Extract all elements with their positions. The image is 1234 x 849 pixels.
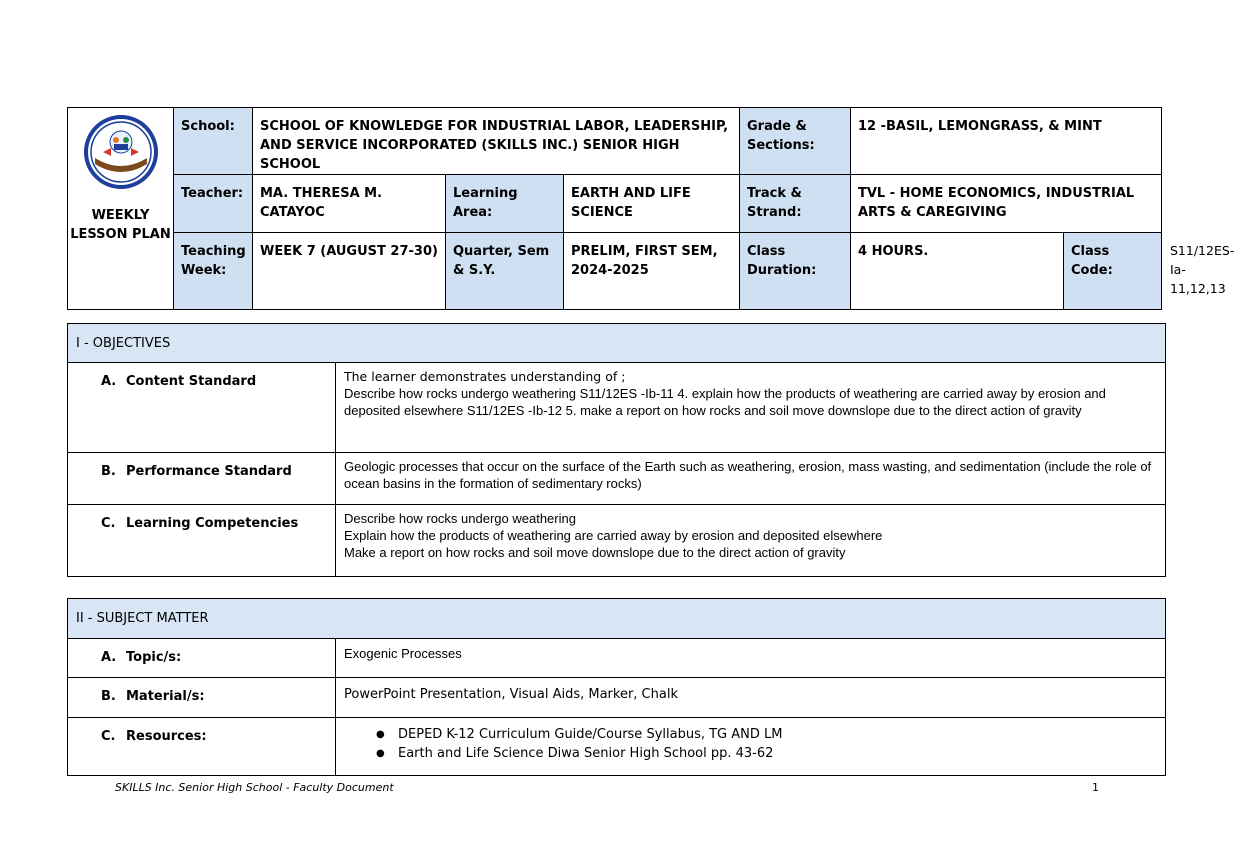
grade-label: Grade & Sections: <box>740 108 851 175</box>
track-value: TVL - HOME ECONOMICS, INDUSTRIAL ARTS & CAREGIVING <box>851 175 1162 233</box>
track-label: Track & Strand: <box>740 175 851 233</box>
performance-standard-value: Geologic processes that occur on the surface of the Earth such as weathering, erosion, mass wasting, and sedimentation (include the role of ocean basins in the formation of sedimentary rocks) <box>336 453 1166 505</box>
quarter-label: Quarter, Sem & S.Y. <box>446 233 564 310</box>
performance-standard-label <box>68 453 336 505</box>
resources-list <box>344 725 1157 763</box>
topic-label <box>68 639 336 678</box>
content-standard-letter: A. <box>101 374 117 389</box>
class-duration-value: 4 HOURS. <box>851 233 1064 310</box>
materials-value: PowerPoint Presentation, Visual Aids, Marker, Chalk <box>336 678 1166 718</box>
grade-value: 12 -BASIL, LEMONGRASS, & MINT <box>851 108 1162 175</box>
weekly-lesson-plan-label: WEEKLY LESSON PLAN <box>70 208 171 242</box>
learning-area-label: Learning Area: <box>446 175 564 233</box>
footer-text: SKILLS Inc. Senior High School - Faculty Document <box>115 781 394 794</box>
performance-standard-text: Performance Standard <box>126 464 292 479</box>
learning-competencies-letter: C. <box>101 516 116 531</box>
teaching-week-value: WEEK 7 (AUGUST 27-30) <box>253 233 446 310</box>
learning-competencies-label <box>68 505 336 577</box>
school-seal-icon <box>81 112 161 192</box>
school-value: SCHOOL OF KNOWLEDGE FOR INDUSTRIAL LABOR, LEADERSHIP, AND SERVICE INCORPORATED (SKILLS INC.) SENIOR HIGH SCHOOL <box>253 108 740 175</box>
objectives-title: I - OBJECTIVES <box>68 324 1166 363</box>
content-standard-lead: The learner demonstrates understanding of ; <box>344 369 626 384</box>
competency-line: Make a report on how rocks and soil move downslope due to the direct action of gravity <box>344 545 846 560</box>
topic-letter: A. <box>101 650 117 665</box>
topic-text: Topic/s: <box>126 650 182 665</box>
materials-letter: B. <box>101 689 116 704</box>
teacher-value: MA. THERESA M. CATAYOC <box>253 175 446 233</box>
header-table: WEEKLY LESSON PLAN School: SCHOOL OF KNOWLEDGE FOR INDUSTRIAL LABOR, LEADERSHIP, AND SERVICE INCORPORATED (SKILLS INC.) SENIOR HIGH SCHOOL Grade & Sections: 12 -BASIL, LEMONGRASS, & MINT Teacher: MA. THERESA M. CATAYOC Learning Area: EARTH AND LIFE SCIENCE Track & Strand: TVL - HOME ECONOMICS, INDUSTRIAL ARTS & CAREGIVING Teaching Week: WEEK 7 (AUGUST 27-30) Quarter, Sem & S.Y. PRELIM, FIRST SEM, 2024-2025 Class Duration: 4 HOURS. Class Code: S11/12ES-Ia-11,12,13 <box>67 107 1162 310</box>
class-duration-label: Class Duration: <box>740 233 851 310</box>
teacher-label: Teacher: <box>174 175 253 233</box>
subject-matter-title: II - SUBJECT MATTER <box>68 599 1166 639</box>
resources-text: Resources: <box>126 729 207 744</box>
subject-matter-table <box>67 598 1166 776</box>
materials-label <box>68 678 336 718</box>
performance-standard-letter: B. <box>101 464 116 479</box>
learning-area-value: EARTH AND LIFE SCIENCE <box>564 175 740 233</box>
class-code-label: Class Code: <box>1064 233 1162 310</box>
materials-text: Material/s: <box>126 689 205 704</box>
topic-value: Exogenic Processes <box>336 639 1166 678</box>
content-standard-value <box>336 363 1166 453</box>
logo-cell <box>68 108 174 310</box>
competency-line: Describe how rocks undergo weathering <box>344 511 576 526</box>
resources-letter: C. <box>101 729 116 744</box>
list-item: ● DEPED K-12 Curriculum Guide/Course Syllabus, TG AND LM <box>376 725 1157 744</box>
school-label: School: <box>174 108 253 175</box>
quarter-value: PRELIM, FIRST SEM, 2024-2025 <box>564 233 740 310</box>
resources-label <box>68 718 336 776</box>
resources-value <box>336 718 1166 776</box>
objectives-table <box>67 323 1166 577</box>
page-number: 1 <box>1092 781 1099 794</box>
teaching-week-label: Teaching Week: <box>174 233 253 310</box>
competency-line: Explain how the products of weathering are carried away by erosion and deposited elsewhere <box>344 528 883 543</box>
content-standard-text: Content Standard <box>126 374 257 389</box>
learning-competencies-value <box>336 505 1166 577</box>
content-standard-label <box>68 363 336 453</box>
learning-competencies-text: Learning Competencies <box>126 516 299 531</box>
list-item: ● Earth and Life Science Diwa Senior High School pp. 43-62 <box>376 744 1157 763</box>
content-standard-description: Describe how rocks undergo weathering S11/12ES -Ib-11 4. explain how the products of weathering are carried away by erosion and deposited elsewhere S11/12ES -Ib-12 5. make a report on how rocks and soil move downslope due to the direct action of gravity <box>344 386 1106 418</box>
